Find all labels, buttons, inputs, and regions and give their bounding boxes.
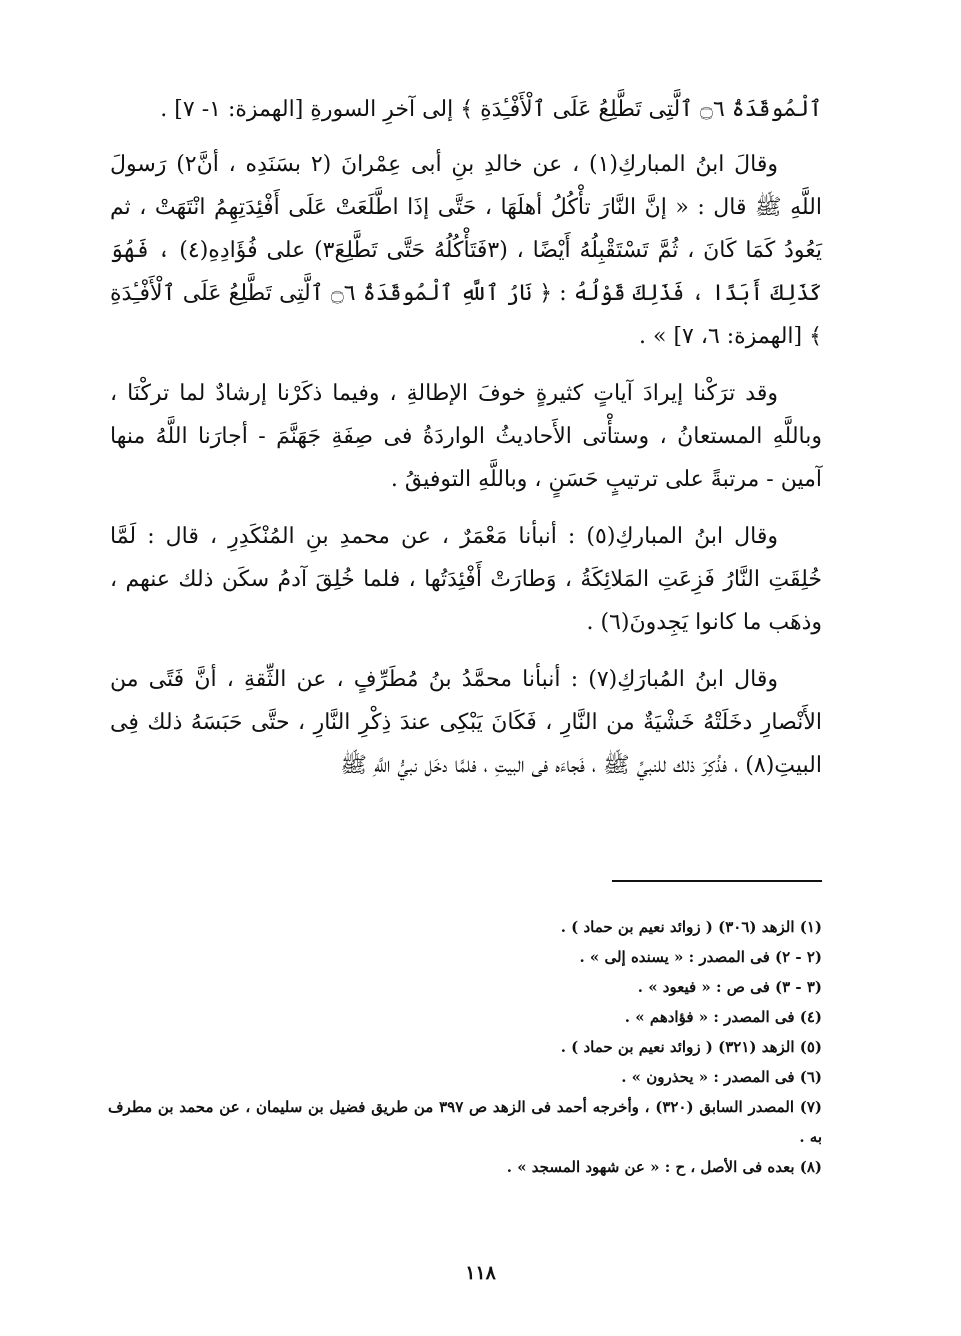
footnote-7: (٧) المصدر السابق (٣٢٠) ، وأخرجه أحمد فى الزهد ص ٣٩٧ من طريق فضيل بن سليمان ، عن محمد بن مطرف به . (108, 1098, 823, 1146)
paragraph-author-note: وقد ترَكْنا إيرادَ آياتٍ كثيرةٍ خوفَ الإطالةِ ، وفيما ذكَرْنا إرشادٌ لما تركْنَا ، وباللَّهِ المستعانُ ، وستأْتى الأَحاديثُ الواردَةُ فى صِفَةِ جَهَنَّمَ - أجارَنا اللَّهُ منها آمين - مرتبةً على ترتيبٍ حَسَنٍ ، وباللَّهِ التوفيقُ . (110, 381, 822, 492)
paragraph-continuation: ٱلْمُوقَدَةُ ۝٦ ٱلَّتِى تَطَّلِعُ عَلَى ٱلْأَفْـِٔدَةِ ﴾ إلى آخرِ السورةِ [الهمزة: ١- ٧] . (160, 97, 822, 122)
footnote-3: (٣ - ٣) فى ص : « فيعود » . (637, 978, 822, 996)
main-text (110, 88, 822, 801)
footnote-4: (٤) فى المصدر : « فؤادهم » . (624, 1008, 822, 1026)
footnote-2: (٢ - ٢) فى المصدر : « يسنده إلى » . (579, 948, 822, 966)
paragraph-hadith-ibn-mubarak-1: وقالَ ابنُ المباركِ(١) ، عن خالدِ بنِ أبى عِمْرانَ (٢ بسَنَدِه ، أنَّ٢) رَسولَ اللَّهِ ﷺ قال : « إنَّ النَّارَ تأْكُلُ أهلَهَا ، حَتَّى إذَا اطَّلَعَتْ عَلَى أَفْئِدَتِهِمُ انْتَهَتْ ، ثم يَعُودُ كَمَا كَانَ ، ثُمَّ تَسْتَقْبِلُهُ أَيْضًا ، (٣فَتَأْكُلُهُ حَتَّى تَطَّلِعَ٣) على فُؤَادِهِ(٤) ، فَهُوَ كَذَلِكَ أَبَدًا ، فَذَلِكَ قَوْلُهُ : ﴿ نَارُ ٱللَّهِ ٱلْمُوقَدَةُ ۝٦ ٱلَّتِى تَطَّلِعُ عَلَى ٱلْأَفْـِٔدَةِ ﴾ [الهمزة: ٦، ٧] » . (110, 152, 822, 349)
page-number: ١١٨ (465, 1262, 496, 1284)
footnote-6: (٦) فى المصدر : « يحذرون » . (621, 1068, 822, 1086)
footnote-separator (612, 880, 822, 882)
footnote-5: (٥) الزهد (٣٢١) ( زوائد نعيم بن حماد ) . (560, 1038, 822, 1056)
footnote-1: (١) الزهد (٣٠٦) ( زوائد نعيم بن حماد ) . (560, 918, 822, 936)
footnotes (108, 912, 822, 1182)
paragraph-hadith-ibn-mubarak-2: وقال ابنُ المباركِ(٥) : أنبأنا مَعْمَرٌ ، عن محمدِ بنِ المُنْكَدِرِ ، قال : لَمَّا خُلِقَتِ النَّارُ فَزِعَتِ المَلائِكَةُ ، وَطارَتْ أَفْئِدَتُها ، فلما خُلِقَ آدمُ سكَن ذلك عنهم ، وذهَب ما كانوا يَجِدونَ(٦) . (110, 524, 822, 635)
footnote-8: (٨) بعده فى الأصل ، ح : « عن شهود المسجد » . (506, 1158, 822, 1176)
paragraph-hadith-ibn-mubarak-3: وقال ابنُ المُبارَكِ(٧) : أنبأنا محمَّدُ بنُ مُطَرِّفٍ ، عن الثِّقةِ ، أنَّ فَتًى من الأَنْصارِ دخَلَتْهُ خَشْيَةٌ من النَّارِ ، فَكَانَ يَبْكِى عندَ ذِكْرِ النَّارِ ، حتَّى حَبَسَهُ ذلك فِى البيتِ(٨) ، فذُكِرَ ذلك للنبيِّ ﷺ ، فَجاءَه فى البيتِ ، فلمَّا دخَل نبيُّ اللَّهِ ﷺ (110, 667, 822, 778)
